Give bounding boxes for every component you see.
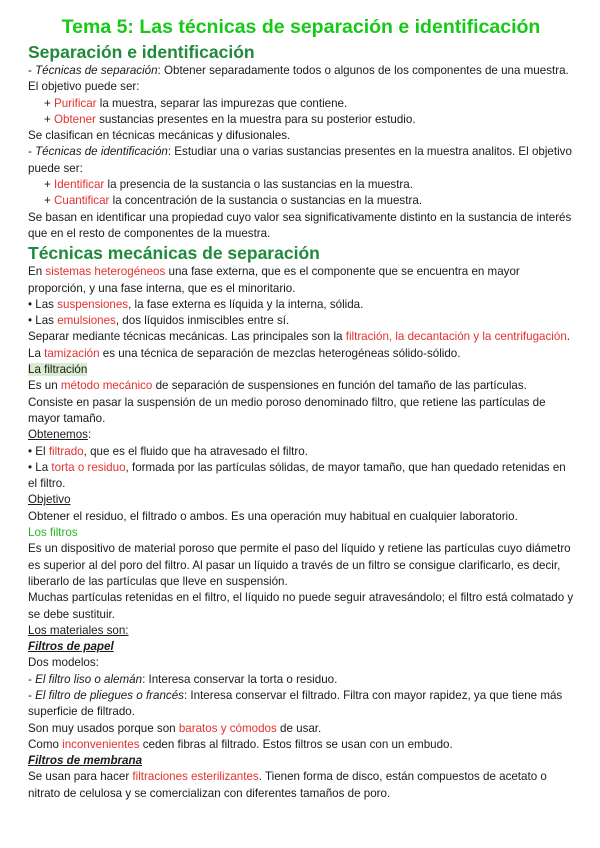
paragraph-metodo-mecanico: Es un método mecánico de separación de suspensiones en función del tamaño de las partículas. [28,379,527,393]
highlight-suspensiones: suspensiones [57,297,129,311]
document-title: Tema 5: Las técnicas de separación e identificación [61,16,541,38]
list-item-cuantificar: + Cuantificar la concentración de la sustancia o sustancias en la muestra. [44,194,422,208]
term-tecnicas-separacion: Técnicas de separación [35,64,158,77]
list-item-filtro-liso: - El filtro liso o alemán: Interesa conservar la torta o residuo. [28,672,338,686]
label-obtenemos: Obtenemos: [28,428,92,442]
list-item-obtener: + Obtener sustancias presentes en la muestra para su posterior estudio. [44,112,416,126]
paragraph-clasifican: Se clasifican en técnicas mecánicas y difusionales. [28,129,291,143]
highlight-principales: filtración, la decantación y la centrifugación [345,330,567,344]
term-tecnicas-identificacion: Técnicas de identificación [35,145,168,159]
paragraph-tecnicas-separacion: - Técnicas de separación: Obtener separadamente todos o algunos de los componentes de una muestra. El objetivo puede ser: [28,64,569,94]
heading-tecnicas-mecanicas: Técnicas mecánicas de separación [28,243,320,264]
list-item-suspensiones: • Las suspensiones, la fase externa es líquida y la interna, sólida. [28,297,364,311]
paragraph-dispositivo: Es un dispositivo de material poroso que permite el paso del líquido y retiene las partículas cuyo diámetro es superior al del poro del filtro. Al pasar un líquido a través de un filtro se consigue clarificarlo, es decir, liberarlo de las partículas que lleve en suspensión. [28,542,571,588]
highlight-tamizacion: tamización [44,346,100,360]
subheading-filtros-membrana: Filtros de membrana [28,754,143,768]
subheading-filtros-papel: Filtros de papel [28,640,114,654]
list-item-filtrado: • El filtrado, que es el fluido que ha atravesado el filtro. [28,444,308,458]
paragraph-objetivo: Obtener el residuo, el filtrado o ambos. Es una operación muy habitual en cualquier laboratorio. [28,509,518,523]
highlight-emulsiones: emulsiones [57,314,116,328]
paragraph-sistemas-heterogeneos: En sistemas heterogéneos una fase externa, que es el componente que se encuentra en mayor proporción, y una fase interna, que es el minoritario. [28,265,520,295]
highlight-sistemas-heterogeneos: sistemas heterogéneos [45,265,166,279]
label-materiales: Los materiales son: [28,623,129,637]
paragraph-tamizacion: La tamización es una técnica de separación de mezclas heterogéneas sólido-sólido. [28,346,461,360]
paragraph-membrana: Se usan para hacer filtraciones esterilizantes. Tienen forma de disco, están compuestos de acetato o nitrato de celulosa y se comercializan con diferentes tamaños de poro. [28,770,547,800]
paragraph-inconvenientes: Como inconvenientes ceden fibras al filtrado. Estos filtros se usan con un embudo. [28,737,453,751]
subheading-los-filtros: Los filtros [28,526,78,540]
heading-separacion-identificacion: Separación e identificación [28,42,255,62]
list-item-emulsiones: • Las emulsiones, dos líquidos inmiscibles entre sí. [28,314,290,328]
paragraph-se-basan: Se basan en identificar una propiedad cuyo valor sea significativamente distinto en la sustancia de interés que en el resto de componentes de la muestra. [28,210,572,240]
paragraph-consiste: Consiste en pasar la suspensión de un medio poroso denominado filtro, que retiene las partículas de mayor tamaño. [28,395,546,425]
highlight-obtener: Obtener [54,112,96,126]
list-item-identificar: + Identificar la presencia de la sustancia o las sustancias en la muestra. [44,178,413,192]
list-item-purificar: + Purificar la muestra, separar las impurezas que contiene. [44,96,348,110]
highlight-esterilizantes: filtraciones esterilizantes [132,770,259,784]
highlight-inconvenientes: inconvenientes [62,737,140,751]
label-objetivo: Objetivo [28,493,71,507]
highlight-purificar: Purificar [54,96,97,110]
paragraph-usados: Son muy usados porque son baratos y cómodos de usar. [28,721,322,735]
paragraph-tecnicas-identificacion: - Técnicas de identificación: Estudiar una o varias sustancias presentes en la muestra analitos. El objetivo puede ser: [28,145,572,175]
highlight-identificar: Identificar [54,178,105,192]
highlight-baratos: baratos y cómodos [178,721,277,735]
list-item-filtro-pliegues: - El filtro de pliegues o francés: Interesa conservar el filtrado. Filtra con mayor rapidez, ya que tiene más superficie de filtrado. [28,688,563,719]
highlight-metodo-mecanico: método mecánico [60,379,153,393]
list-item-torta: • La torta o residuo, formada por las partículas sólidas, de mayor tamaño, que han quedado retenidas en el filtro. [28,460,566,491]
paragraph-separar: Separar mediante técnicas mecánicas. Las principales son la filtración, la decantación y la centrifugación. [28,330,571,344]
paragraph-colmatado: Muchas partículas retenidas en el filtro, el líquido no puede seguir atravesándolo; el filtro está colmatado y se debe sustituir. [28,591,574,621]
highlight-torta: torta o residuo [51,460,126,474]
paragraph-dos-modelos: Dos modelos: [28,656,99,670]
subheading-la-filtracion: La filtración [28,363,88,377]
highlight-cuantificar: Cuantificar [54,194,110,208]
highlight-filtrado: filtrado [48,444,84,458]
